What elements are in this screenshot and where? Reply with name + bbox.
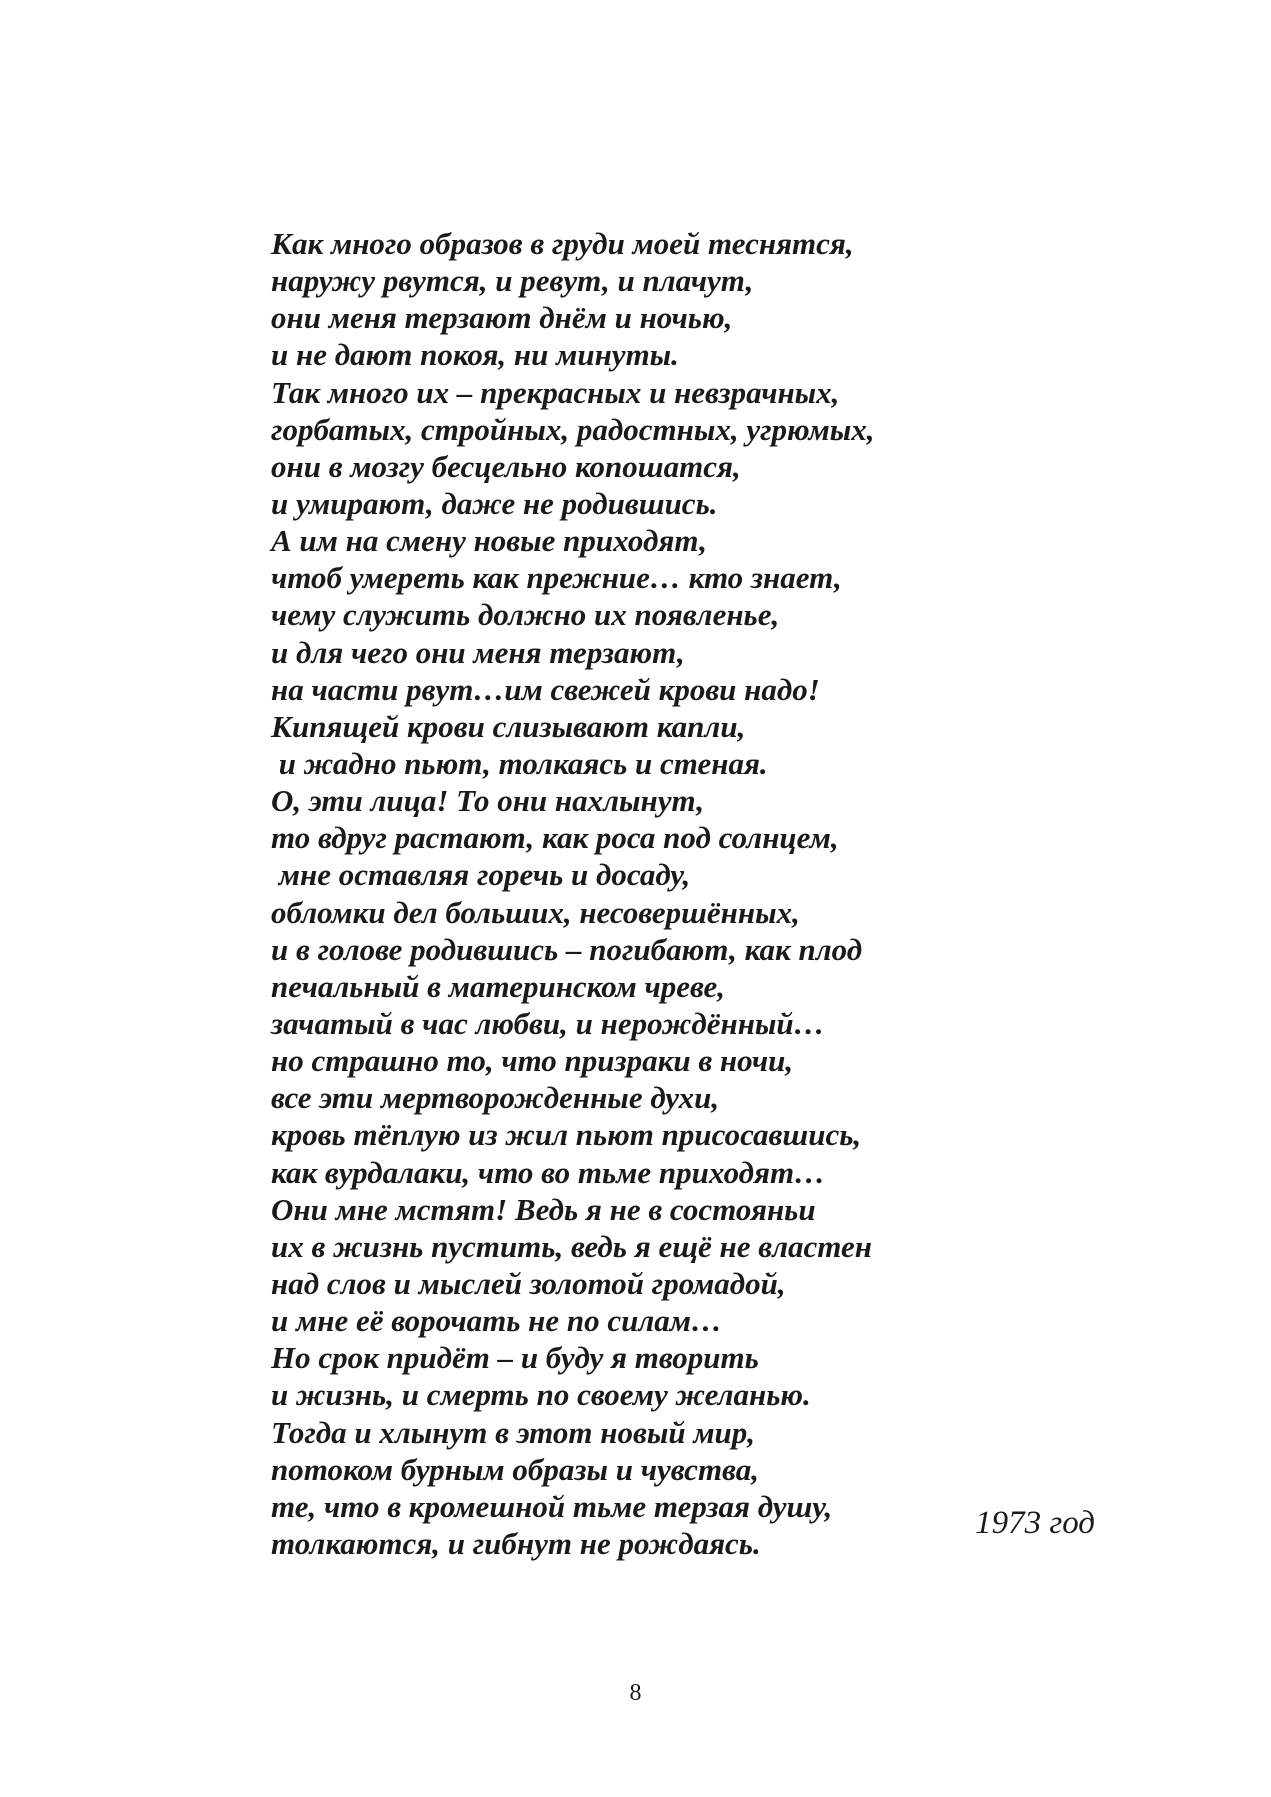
poem-line: О, эти лица! То они нахлынут, bbox=[271, 783, 705, 819]
poem-line: Но срок придёт – и буду я творить bbox=[271, 1340, 759, 1376]
poem-line: и для чего они меня терзают, bbox=[271, 634, 685, 670]
poem-line: Так много их – прекрасных и невзрачных, bbox=[271, 374, 840, 410]
poem-line: и умирают, даже не родившись. bbox=[271, 485, 718, 521]
poem-line: мне оставляя горечь и досаду, bbox=[271, 857, 691, 893]
poem-line: чему служить должно их появленье, bbox=[271, 597, 780, 633]
poem-line: и мне её ворочать не по силам… bbox=[271, 1303, 723, 1339]
poem-line: те, что в кромешной тьме терзая душу, bbox=[271, 1488, 833, 1524]
poem-line: то вдруг растают, как роса под солнцем, bbox=[271, 820, 839, 856]
poem-line: обломки дел больших, несовершённых, bbox=[271, 894, 800, 930]
poem-line: Кипящей крови слизывают капли, bbox=[271, 708, 746, 744]
poem-body bbox=[271, 225, 875, 1562]
poem-date: 1973 год bbox=[975, 1505, 1095, 1541]
poem-line: и в голове родившись – погибают, как плод bbox=[271, 931, 863, 967]
poem-line: Как много образов в груди моей теснятся, bbox=[271, 226, 854, 261]
poem-line: и жизнь, и смерть по своему желанью. bbox=[271, 1377, 811, 1413]
poem-line: Они мне мстят! Ведь я не в состояньи bbox=[271, 1191, 816, 1227]
page-number: 8 bbox=[629, 1680, 642, 1706]
poem-line: чтоб умереть как прежние… кто знает, bbox=[271, 560, 842, 596]
poem-line: горбатых, стройных, радостных, угрюмых, bbox=[271, 411, 875, 447]
poem-line: они в мозгу бесцельно копошатся, bbox=[271, 448, 741, 484]
poem-line: но страшно то, что призраки в ночи, bbox=[271, 1043, 794, 1079]
poem-line: они меня терзают днём и ночью, bbox=[271, 300, 733, 336]
poem-line: потоком бурным образы и чувства, bbox=[271, 1451, 759, 1487]
poem-line: наружу рвутся, и ревут, и плачут, bbox=[271, 263, 754, 299]
poem-line: толкаются, и гибнут не рождаясь. bbox=[271, 1525, 761, 1561]
poem-line: на части рвут…им свежей крови надо! bbox=[271, 671, 820, 707]
poem-line: Тогда и хлынут в этот новый мир, bbox=[271, 1414, 756, 1450]
poem-line: их в жизнь пустить, ведь я ещё не властен bbox=[271, 1228, 872, 1264]
poem-line: и не дают покоя, ни минуты. bbox=[271, 337, 679, 373]
poem-line: кровь тёплую из жил пьют присосавшись, bbox=[271, 1117, 862, 1153]
poem-line: как вурдалаки, что во тьме приходят… bbox=[271, 1154, 826, 1190]
poem-line: над слов и мыслей золотой громадой, bbox=[271, 1265, 786, 1301]
poem-line: и жадно пьют, толкаясь и стеная. bbox=[271, 745, 768, 781]
poem-line: печальный в материнском чреве, bbox=[271, 968, 726, 1004]
poem-line: зачатый в час любви, и нерождённый… bbox=[271, 1005, 825, 1041]
poem-line: А им на смену новые приходят, bbox=[271, 523, 707, 559]
poem-line: все эти мертворожденные духи, bbox=[271, 1080, 720, 1116]
